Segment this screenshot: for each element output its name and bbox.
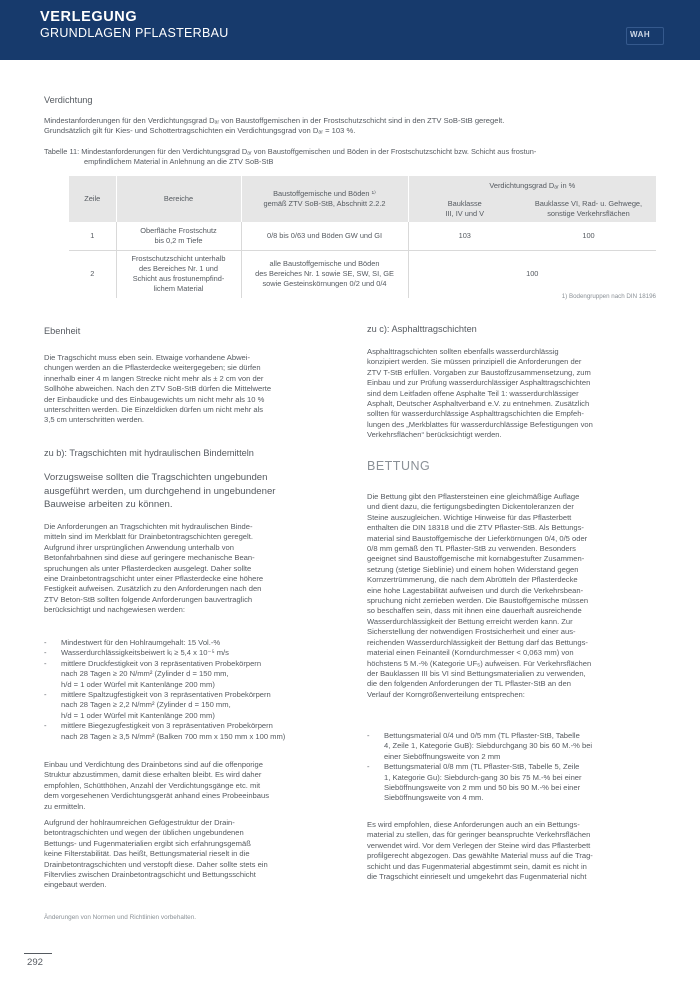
text-line: Asphalttragschichten sollten ebenfalls wasserdurchlässig bbox=[367, 347, 559, 356]
bettung-list bbox=[367, 731, 667, 804]
text-line: Betonfahrbahnen sind diese auf geringere mechanische Bean- bbox=[44, 553, 255, 563]
page-header bbox=[0, 0, 700, 60]
text-line: schicht und das Fugenmaterial abgestimmt sein, damit es nicht in bbox=[367, 861, 587, 871]
text-line: material zu stellen, das für geringer beanspruchte Verkehrsflächen bbox=[367, 830, 591, 840]
cell-baustoff bbox=[241, 250, 408, 298]
legal-note: Änderungen von Normen und Richtlinien vorbehalten. bbox=[44, 914, 197, 921]
section-heading-verdichtung: Verdichtung bbox=[44, 95, 93, 105]
text-line: setzung (stetige Sieblinie) und einem hohen Widerstand gegen bbox=[367, 564, 579, 574]
text-line: und dient dazu, die fertigungsbedingten Dickentoleranzen der bbox=[367, 502, 574, 512]
header-line: Bauklasse VI, Rad- u. Gehwege, bbox=[534, 199, 643, 208]
caption-line: Tabelle 11: Mindestanforderungen für den Verdichtungsgrad Dₐᵣ von Baustoffgemischen und Böden in der Frostschutzschicht bzw. Schicht aus frostun- bbox=[44, 147, 537, 156]
list-line: Sieböffnungsweite von 2 mm und 50 bis 90 M.-% bei einer bbox=[384, 783, 581, 793]
header-subtitle: GRUNDLAGEN PFLASTERBAU bbox=[40, 26, 229, 40]
cell-zeile: 2 bbox=[90, 269, 95, 279]
text-line: Einbau und zur Prüfung wasserdurchlässiger Asphalttragschichten bbox=[367, 378, 591, 388]
text-line: ZTV T-StB erfüllen. Vorgaben zur Baustoffzusammensetzung, zum bbox=[367, 367, 591, 377]
text-line: eingebaut werden. bbox=[44, 880, 107, 890]
hydraulisch-text-1 bbox=[44, 522, 344, 616]
list-line: 4, Zeile 1, Kategorie GuB): Siebdurchgang 30 bis 60 M.-% bei bbox=[384, 741, 593, 751]
text-line: Mindestanforderungen für den Verdichtungsgrad Dₐᵣ von Baustoffgemischen in der Frostschutzschicht sind in den ZTV SoB-StB geregelt. bbox=[44, 116, 505, 125]
page-number: 292 bbox=[27, 957, 44, 968]
text-line: betontragschichten und wegen der üblichen ungebundenen bbox=[44, 828, 244, 838]
text-line: Steine auszugleichen. Wichtige Hinweise für das Pflasterbett bbox=[367, 512, 572, 522]
header-baustoffgemische bbox=[241, 176, 408, 222]
text-line: Die Anforderungen an Tragschichten mit hydraulischen Binde- bbox=[44, 522, 253, 531]
table-row bbox=[69, 250, 656, 298]
header-title: VERLEGUNG bbox=[40, 9, 138, 25]
header-line: sonstige Verkehrsflächen bbox=[547, 209, 630, 218]
text-line: Verlauf der Korngrößenverteilung entsprechen: bbox=[367, 689, 525, 699]
list-line: nach 28 Tagen ≥ 3,5 N/mm² (Balken 700 mm x 150 mm x 100 mm) bbox=[61, 731, 286, 741]
text-line: Wasserdurchlässigkeit der Bettung erreicht werden kann. Zur bbox=[367, 616, 573, 626]
text-line: spruchung nicht zerrieben werden. Die Baustoffgemische müssen bbox=[367, 596, 589, 606]
text-line: zu ermitteln. bbox=[44, 801, 86, 811]
lead-line: Vorzugsweise sollten die Tragschichten ungebunden bbox=[44, 472, 268, 483]
text-line: Die Bettung gibt den Pflastersteinen eine gleichmäßige Auflage bbox=[367, 492, 580, 501]
cell-bauklasse-6: 100 bbox=[521, 222, 656, 250]
text-line: Kornzertrümmerung, die nach dem Abrütteln der Pflasterdecke bbox=[367, 575, 578, 585]
list-line: nach 28 Tagen ≥ 2,2 N/mm² (Zylinder d = 150 mm, bbox=[61, 700, 231, 710]
list-line: - Bettungsmaterial 0/8 mm (TL Pflaster-StB, Tabelle 5, Zeile bbox=[384, 762, 580, 772]
hydraulisch-text-3 bbox=[44, 818, 344, 891]
text-line: Filtervlies zwischen Drainbetontragschicht und Bettungsschicht bbox=[44, 870, 256, 880]
list-item bbox=[44, 638, 344, 648]
text-line: Asphalt, Deutscher Asphaltverband e.V. zu entnehmen. Zusätzlich bbox=[367, 399, 590, 409]
list-line: - mittlere Druckfestigkeit von 3 repräsentativen Probekörpern bbox=[61, 658, 262, 668]
text-line: unterschritten werden. Die Einzeldicken dürfen um nicht mehr als bbox=[44, 405, 264, 415]
header-bauklasse-3-5 bbox=[408, 196, 521, 222]
cell-bereich bbox=[116, 222, 241, 250]
header-line: III, IV und V bbox=[445, 209, 485, 218]
section-heading-bettung: BETTUNG bbox=[367, 459, 431, 473]
cell-line: des Bereiches Nr. 1 und bbox=[139, 264, 218, 274]
text-line: enthalten die DIN 18318 und die ZTV Pflaster-StB. Als Bettungs- bbox=[367, 523, 584, 533]
text-line: Bettungs- und Fugenmaterialien ergibt sich erfahrungsgemäß bbox=[44, 838, 251, 848]
bettung-text-2 bbox=[367, 820, 667, 882]
list-line: einer Sieböffnungsweite von 2 mm bbox=[384, 751, 501, 761]
lead-text bbox=[44, 471, 354, 512]
verdichtungsgrad-table bbox=[69, 176, 656, 298]
text-line: Struktur abzustimmen, damit diese erhalten bleibt. Es wird daher bbox=[44, 770, 262, 780]
header-line: Baustoffgemische und Böden ¹⁾ bbox=[273, 189, 376, 198]
table-row bbox=[69, 222, 656, 250]
text-line: sind dem Leitfaden offene Asphalte Teil 1: wasserdurchlässiger bbox=[367, 388, 579, 398]
list-line: - Wasserdurchlässigkeitsbeiwert kᵢ ≥ 5,4 x 10⁻⁵ m/s bbox=[61, 648, 229, 658]
text-line: der Einbaudicke und des Einbaugewichts um nicht mehr als 10 % bbox=[44, 394, 265, 404]
text-line: höchstens 5 M.-% (Kategorie UF₅) aufweisen. Für Verkehrsflächen bbox=[367, 658, 592, 668]
list-item bbox=[367, 762, 667, 804]
text-line: lungen des „Merkblattes für wasserdurchlässige Befestigungen von bbox=[367, 419, 593, 429]
text-line: Es wird empfohlen, diese Anforderungen auch an ein Bettungs- bbox=[367, 820, 580, 829]
text-line: die den folgenden Anforderungen der TL Pflaster-StB an den bbox=[367, 679, 571, 689]
list-item bbox=[44, 648, 344, 658]
text-line: eine hohe Lagestabilität aufweisen und durch die Verkehrsbean- bbox=[367, 585, 584, 595]
cell-line: alle Baustoffgemische und Böden bbox=[269, 259, 380, 269]
list-line: - Bettungsmaterial 0/4 und 0/5 mm (TL Pflaster-StB, Tabelle bbox=[384, 731, 580, 740]
header-line: gemäß ZTV SoB-StB, Abschnitt 2.2.2 bbox=[263, 199, 386, 208]
section-heading-hydraulisch: zu b): Tragschichten mit hydraulischen Bindemitteln bbox=[44, 448, 254, 458]
text-line: ZTV Beton-StB sollten folgende Anforderungen bauvertraglich bbox=[44, 594, 253, 604]
text-line: Drainbetontragschichten und verstopft diese. Daher sollte stets ein bbox=[44, 859, 268, 869]
header-bauklasse-6 bbox=[521, 196, 656, 222]
bettung-text-1 bbox=[367, 492, 667, 700]
text-line: Aufgrund der hohlraumreichen Gefügestruktur der Drain- bbox=[44, 818, 235, 827]
verdichtung-text bbox=[44, 116, 664, 137]
text-line: spruchungen als unter Pflasterdecken ausgelegt. Daher sollte bbox=[44, 563, 252, 573]
list-line: h/d = 1 oder Würfel mit Kantenlänge 200 mm) bbox=[61, 710, 215, 720]
page-number-rule bbox=[24, 953, 52, 954]
asphalt-text bbox=[367, 347, 667, 441]
caption-line: empfindlichem Material in Anlehnung an die ZTV SoB-StB bbox=[84, 157, 274, 166]
text-line: sollten für wasserdurchlässige Asphalttragschichten die Empfeh- bbox=[367, 409, 584, 419]
cell-line: Oberfläche Frostschutz bbox=[140, 225, 217, 235]
cell-merged-value: 100 bbox=[408, 250, 656, 298]
list-line: Sieböffnungsweite von 4 mm. bbox=[384, 793, 484, 803]
header-verdichtungsgrad: Verdichtungsgrad Dₐᵣ in % bbox=[408, 176, 656, 196]
cell-line: Frostschutzschicht unterhalb bbox=[131, 254, 226, 264]
table-footnote: 1) Bodengruppen nach DIN 18196 bbox=[561, 293, 656, 300]
text-line: Einbau und Verdichtung des Drainbetons sind auf die offenporige bbox=[44, 760, 263, 769]
hydraulisch-list bbox=[44, 638, 344, 742]
text-line: Sicherstellung der notwendigen Frostsicherheit und einer aus- bbox=[367, 627, 576, 637]
text-line: eine Drainbetontragschicht unter einer Pflasterdecke eine höhere bbox=[44, 574, 264, 584]
list-line: 1, Kategorie Gu): Siebdurch-gang 30 bis 75 M.-% bei einer bbox=[384, 772, 582, 782]
text-line: dem vorgesehenen Verdichtungsgerät anhand eines Probeeinbaus bbox=[44, 791, 270, 801]
brand-logo: WAH bbox=[630, 30, 651, 39]
cell-bereich bbox=[116, 250, 241, 298]
list-item bbox=[44, 690, 344, 721]
text-line: empfohlen, Schütthöhen, Anzahl der Verdichtungsgänge etc. mit bbox=[44, 780, 261, 790]
text-line: so beschaffen sein, dass mit ihnen eine dauerhaft ausreichende bbox=[367, 606, 582, 616]
table-caption bbox=[44, 147, 656, 167]
text-line: mitteln sind im Merkblatt für Drainbetontragschichten geregelt. bbox=[44, 532, 253, 542]
section-heading-ebenheit: Ebenheit bbox=[44, 326, 81, 336]
list-item bbox=[367, 731, 667, 762]
lead-line: ausgeführt werden, um durchgehend in ungebundener bbox=[44, 485, 276, 497]
cell-line: bis 0,2 m Tiefe bbox=[154, 235, 203, 245]
cell-line: Schicht aus frostunempfind- bbox=[132, 274, 225, 284]
section-heading-asphalt: zu c): Asphalttragschichten bbox=[367, 324, 477, 334]
ebenheit-text bbox=[44, 353, 344, 426]
cell-bauklasse-3-5: 103 bbox=[408, 222, 521, 250]
text-line: Verkehrsflächen“ berücksichtigt werden. bbox=[367, 430, 502, 440]
text-line: konzipiert werden. Sie müssen prinzipiell die Anforderungen der bbox=[367, 357, 582, 367]
text-line: Aufgrund ihrer ursprünglichen Anwendung unterhalb von bbox=[44, 542, 234, 552]
list-item bbox=[44, 659, 344, 690]
cell-line: sowie Gesteinskörnungen 0/2 und 0/4 bbox=[262, 279, 387, 289]
text-line: reichenden Wasserdurchlässigkeit der Bettung darf das Bettungs- bbox=[367, 637, 588, 647]
text-line: chungen werden an die Pflasterdecke weitergegeben; sie dürfen bbox=[44, 363, 261, 373]
text-line: Festigkeit aufweisen. Zusätzlich zu den Anforderungen nach den bbox=[44, 584, 262, 594]
header-zeile: Zeile bbox=[69, 176, 116, 222]
text-line: material einen Feinanteil (Korndurchmesser < 0,063 mm) von bbox=[367, 648, 574, 658]
text-line: innerhalb einer 4 m langen Strecke nicht mehr als ± 2 cm von der bbox=[44, 373, 264, 383]
text-line: Die Tragschicht muss eben sein. Etwaige vorhandene Abwei- bbox=[44, 353, 250, 362]
cell-baustoff: 0/8 bis 0/63 und Böden GW und GI bbox=[241, 222, 408, 250]
list-line: h/d = 1 oder Würfel mit Kantenlänge 200 mm) bbox=[61, 679, 215, 689]
list-line: - mittlere Biegezugfestigkeit von 3 repräsentativen Probekörpern bbox=[61, 721, 273, 731]
cell-line: des Bereiches Nr. 1 sowie SE, SW, SI, GE bbox=[255, 269, 394, 279]
list-line: nach 28 Tagen ≥ 20 N/mm² (Zylinder d = 150 mm, bbox=[61, 669, 229, 679]
list-line: - Mindestwert für den Hohlraumgehalt: 15 Vol.-% bbox=[61, 638, 221, 647]
text-line: 3,5 cm unterschritten werden. bbox=[44, 415, 145, 425]
text-line: keine Filterstabilität. Das heißt, Bettungsmaterial rieselt in die bbox=[44, 849, 250, 859]
list-line: - mittlere Spaltzugfestigkeit von 3 repräsentativen Probekörpern bbox=[61, 690, 271, 700]
text-line: 0/8 mm gemäß den TL Pflaster-StB zu verwenden. Besonders bbox=[367, 544, 576, 554]
cell-zeile: 1 bbox=[69, 222, 116, 250]
text-line: geeignet sind Baustoffgemische mit kornabgestufter Zusammen- bbox=[367, 554, 585, 564]
text-line: die Tragschicht einrieselt und umgekehrt das Fugenmaterial nicht bbox=[367, 872, 587, 882]
text-line: Grundsätzlich gilt für Kies- und Schottertragschichten ein Verdichtungsgrad von Dₐᵣ = 103 %. bbox=[44, 126, 356, 136]
list-item bbox=[44, 721, 344, 742]
text-line: Sollhöhe abweichen. Nach den ZTV SoB-StB dürfen die Mittelwerte bbox=[44, 384, 272, 394]
text-line: der Bauklassen III bis VI sind Bettungsmaterialien zu verwenden, bbox=[367, 668, 586, 678]
text-line: material sind Baustoffgemische der Lieferkörnungen 0/4, 0/5 oder bbox=[367, 533, 588, 543]
text-line: verwendet wird. Vor dem Verlegen der Steine wird das Pflasterbett bbox=[367, 840, 591, 850]
header-bereiche: Bereiche bbox=[116, 176, 241, 222]
header-line: Bauklasse bbox=[447, 199, 482, 208]
text-line: profilgerecht abgezogen. Das gewählte Material muss auf die Trag- bbox=[367, 851, 593, 861]
lead-line: Bauweise arbeiten zu können. bbox=[44, 499, 173, 511]
text-line: berücksichtigt und nachgewiesen werden: bbox=[44, 605, 185, 615]
cell-line: lichem Material bbox=[153, 284, 204, 294]
hydraulisch-text-2 bbox=[44, 760, 344, 812]
